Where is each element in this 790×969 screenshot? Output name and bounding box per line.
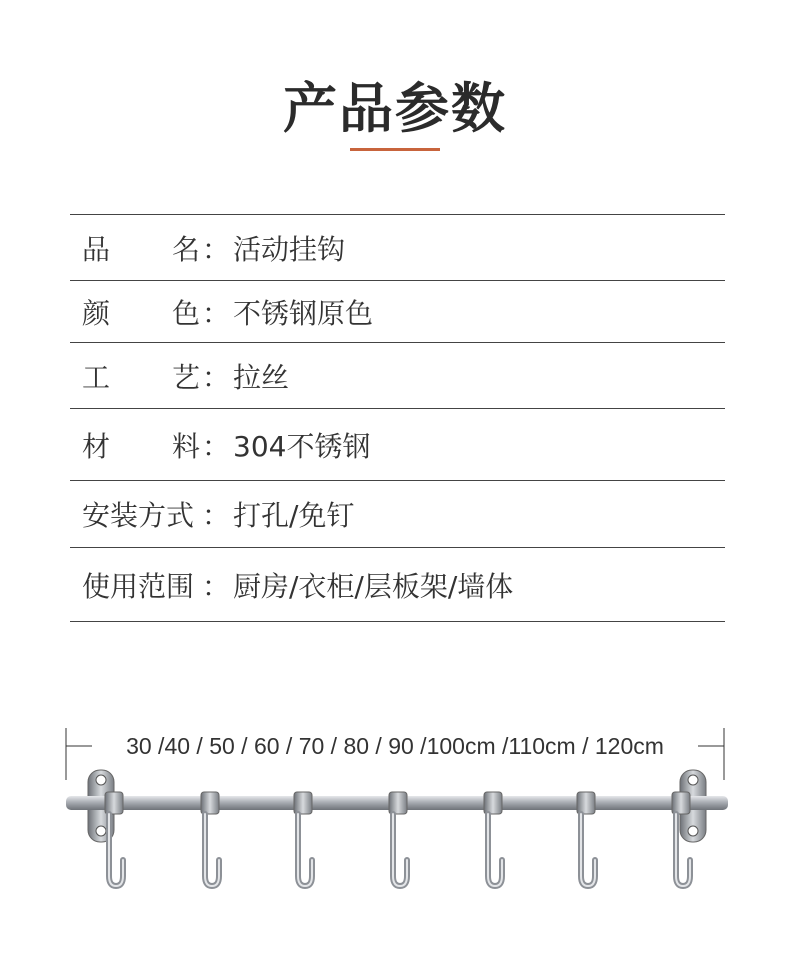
spec-label-material: 材 料 [82, 429, 200, 463]
page-title: 产品参数 [283, 77, 507, 140]
spec-value-color: 不锈钢原色 [233, 296, 374, 330]
spec-label-name: 品 名 [82, 232, 200, 266]
spec-colon: ： [202, 429, 231, 463]
spec-label-color: 颜 色 [82, 296, 200, 330]
spec-row-material [70, 409, 725, 481]
hook [484, 792, 502, 886]
spec-value-material: 304不锈钢 [233, 429, 371, 463]
spec-row-color [70, 281, 725, 343]
spec-value-usage: 厨房/衣柜/层板架/墙体 [233, 569, 514, 603]
spec-row-usage [70, 548, 725, 622]
spec-label-craft: 工 艺 [82, 360, 200, 394]
spec-colon: ： [202, 296, 231, 330]
dimension-text: 30 /40 / 50 / 60 / 70 / 80 / 90 /100cm /110cm / 120cm [126, 733, 664, 759]
product-illustration [0, 720, 790, 920]
spec-row-craft [70, 343, 725, 409]
spec-row-installation [70, 481, 725, 548]
hook [294, 792, 312, 886]
hook [389, 792, 407, 886]
spec-colon: ： [202, 360, 231, 394]
dimension-marker [66, 728, 724, 780]
spec-label-installation: 安装方式 [82, 499, 195, 532]
spec-table [70, 214, 725, 622]
spec-value-installation: 打孔/免钉 [233, 499, 355, 532]
spec-value-name: 活动挂钩 [233, 232, 346, 266]
spec-colon: ： [202, 499, 231, 532]
title-underline [350, 148, 440, 151]
spec-colon: ： [202, 232, 231, 266]
spec-colon: ： [202, 569, 231, 603]
hook [105, 792, 123, 886]
spec-row-name [70, 215, 725, 281]
spec-value-craft: 拉丝 [233, 360, 290, 394]
spec-label-usage: 使用范围 [82, 569, 195, 603]
hook [577, 792, 595, 886]
hook [201, 792, 219, 886]
